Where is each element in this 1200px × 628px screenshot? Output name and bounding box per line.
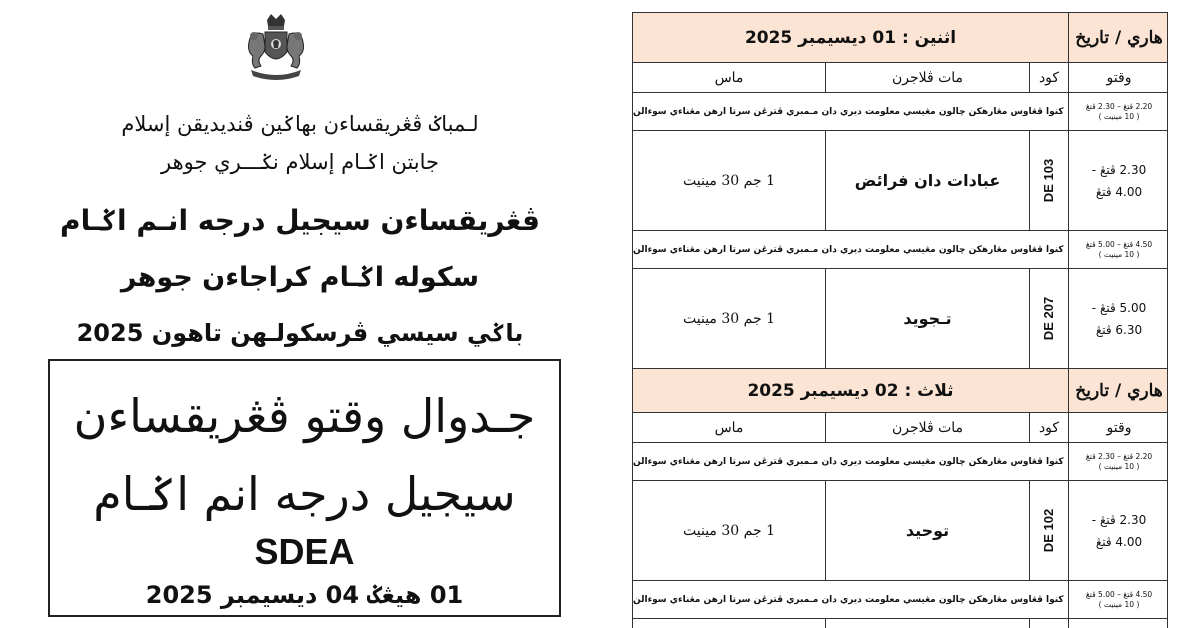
subject-row	[633, 269, 1167, 369]
exam-title-line-3: باݢي سيسي ڤرسكولـهن تاهون 2025	[76, 319, 524, 347]
subject-row-partial	[633, 619, 1167, 628]
subject-code-cell	[1030, 269, 1069, 368]
exam-title-line-1: ڤڠريقساءن سيجيل درجه انـم اݢـام	[60, 204, 540, 237]
note-time-duration: ( 10 مينيت )	[1098, 461, 1140, 471]
timetable-title-line-1: جـدوال وقتو ڤڠريقساءن	[73, 389, 536, 443]
briefing-note: كنوا ڤڠاوس مڠارهكن چالون مڠيسي معلومت ديري دان مـمبري ڤترڠن سرتا ارهن مڠناءي سوءالن	[633, 231, 1069, 268]
subject-time-end: 6.30 ڤتڠ	[1095, 322, 1143, 337]
day-header-row	[633, 13, 1167, 63]
note-row	[633, 443, 1167, 481]
column-header-row	[633, 413, 1167, 443]
day-title: اثنين : 01 ديسيمبر 2025	[633, 13, 1069, 62]
partial-code-cell	[1030, 619, 1069, 628]
subject-name: تـجويد	[826, 269, 1030, 368]
note-time-range: 2.20 ڤتڠ – 2.30 ڤتڠ	[1085, 451, 1153, 461]
exam-title-line-2: سكوله اݢـام كراجاءن جوهر	[120, 262, 480, 293]
note-time-range: 2.20 ڤتڠ – 2.30 ڤتڠ	[1085, 101, 1153, 111]
subject-duration: 1 جم 30 مينيت	[633, 269, 826, 368]
note-row	[633, 581, 1167, 619]
subject-row	[633, 481, 1167, 581]
subject-code-cell	[1030, 481, 1069, 580]
note-time	[1069, 231, 1168, 268]
col-code-header: كود	[1030, 63, 1069, 92]
subject-time	[1069, 481, 1168, 580]
col-time-header: وقتو	[1106, 69, 1132, 86]
subject-duration: 1 جم 30 مينيت	[633, 481, 826, 580]
subject-time-end: 4.00 ڤتڠ	[1095, 184, 1143, 199]
note-row	[633, 93, 1167, 131]
timetable-title-line-2: سيجيل درجه انم اݢـام	[93, 467, 516, 521]
briefing-note: كنوا ڤڠاوس مڠارهكن چالون مڠيسي معلومت ديري دان مـمبري ڤترڠن سرتا ارهن مڠناءي سوءالن	[633, 93, 1069, 130]
subject-time-start: 5.00 ڤتڠ -	[1091, 300, 1147, 315]
subject-time-end: 4.00 ڤتڠ	[1095, 534, 1143, 549]
partial-subject-cell	[826, 619, 1030, 628]
department-line-2: جابتن اݢـام إسلام نݢـــري جوهر	[160, 150, 440, 174]
col-duration-header: ماس	[633, 63, 826, 92]
briefing-note: كنوا ڤڠاوس مڠارهكن چالون مڠيسي معلومت ديري دان مـمبري ڤترڠن سرتا ارهن مڠناءي سوءالن	[633, 443, 1069, 480]
partial-time-cell	[1069, 619, 1168, 628]
schedule-table	[632, 12, 1168, 628]
col-subject-header: مات ڤلاجرن	[826, 63, 1030, 92]
column-header-row	[633, 63, 1167, 93]
subject-code: DE 103	[1041, 158, 1057, 203]
col-code-header: كود	[1030, 413, 1069, 442]
note-time-range: 4.50 ڤتڠ – 5.00 ڤتڠ	[1085, 239, 1153, 249]
subject-time	[1069, 131, 1168, 230]
subject-code: DE 102	[1041, 508, 1057, 553]
note-time	[1069, 581, 1168, 618]
note-time-duration: ( 10 مينيت )	[1098, 249, 1140, 259]
note-row	[633, 231, 1167, 269]
subject-time-start: 2.30 ڤتڠ -	[1091, 162, 1147, 177]
day-title: ثلاث : 02 ديسيمبر 2025	[633, 369, 1069, 412]
johor-state-crest-icon	[243, 12, 309, 84]
day-label: هاري / تاريخ	[1075, 380, 1163, 401]
note-time-range: 4.50 ڤتڠ – 5.00 ڤتڠ	[1085, 589, 1153, 599]
subject-time	[1069, 269, 1168, 368]
exam-date-range: 01 هيڠݢ 04 ديسيمبر 2025	[145, 581, 464, 609]
subject-name: توحيد	[826, 481, 1030, 580]
subject-row	[633, 131, 1167, 231]
subject-code-cell	[1030, 131, 1069, 230]
col-subject-header: مات ڤلاجرن	[826, 413, 1030, 442]
subject-code: DE 207	[1041, 296, 1057, 341]
subject-time-start: 2.30 ڤتڠ -	[1091, 512, 1147, 527]
department-line-1: لـمباݢ ڤڠريقساءن بهاݢين ڤنديديقن إسلام	[121, 112, 479, 136]
day-label: هاري / تاريخ	[1075, 27, 1163, 48]
note-time-duration: ( 10 مينيت )	[1098, 111, 1140, 121]
subject-name: عبادات دان فرائض	[826, 131, 1030, 230]
col-time-header: وقتو	[1106, 419, 1132, 436]
timetable-title-box	[48, 359, 561, 617]
exam-acronym: SDEA	[254, 531, 355, 572]
col-duration-header: ماس	[633, 413, 826, 442]
day-header-row	[633, 369, 1167, 413]
briefing-note: كنوا ڤڠاوس مڠارهكن چالون مڠيسي معلومت ديري دان مـمبري ڤترڠن سرتا ارهن مڠناءي سوءالن	[633, 581, 1069, 618]
note-time	[1069, 93, 1168, 130]
subject-duration: 1 جم 30 مينيت	[633, 131, 826, 230]
partial-duration-cell	[633, 619, 826, 628]
note-time	[1069, 443, 1168, 480]
note-time-duration: ( 10 مينيت )	[1098, 599, 1140, 609]
